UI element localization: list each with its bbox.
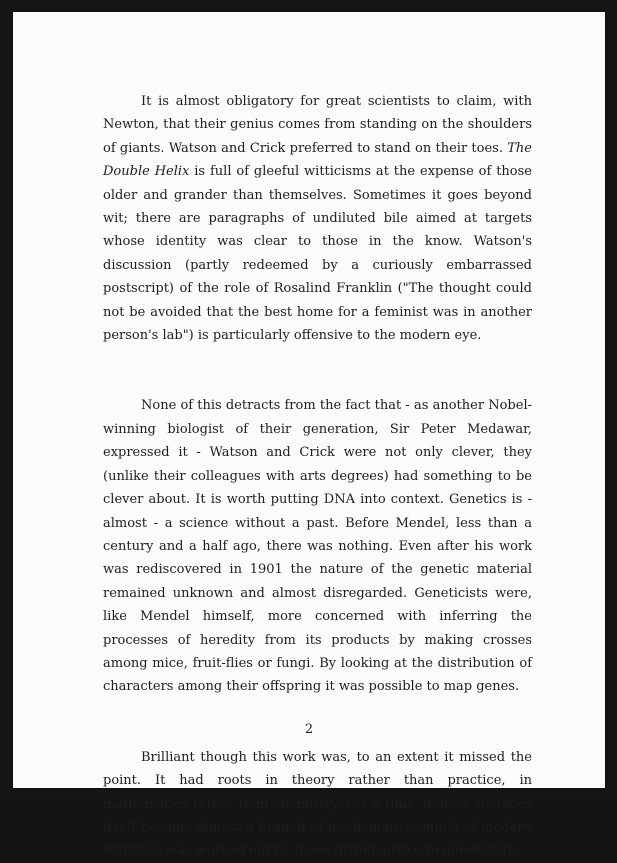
page-number: 2 [304,722,314,737]
paragraph-1 [103,90,532,347]
body-text [103,90,532,863]
paper-sheet [13,12,605,859]
paragraph-3: Brilliant though this work was, to an extent it missed the point. It had roots in theory rather than practice, in mathematics rather than chemistry. For a time, indeed, genetics itself became almost a branch of mathematics; much of modern statistics was worked out by those giving advice to geneticists. [103,749,532,859]
book-title: The Double Helix [103,140,532,180]
paragraph-2: None of this detracts from the fact that - as another Nobel-winning biologist of their generation, Sir Peter Medawar, expressed it - Watson and Crick were not only clever, they (unlike their colleagues with arts degrees) had something to be clever about. It is worth putting DNA into context. Genetics is - almost - a science without a past. Before Mendel, less than a century and a half ago, there was nothing. Even after his work was rediscovered in 1901 the nature of the genetic material remained unknown and almost disregarded. Geneticists were, like Mendel himself, more concerned with inferring the processes of heredity from its products by making crosses among mice, fruit-flies or fungi. By looking at the distribution of characters among their offspring it was possible to map genes. [103,398,532,695]
paragraph-1-start: It is almost obligatory for great scientists to claim, with Newton, that their genius comes from standing on the shoulders of giants. Watson and Crick preferred to stand on their toes. [103,94,532,156]
paragraph-1-end: is full of gleeful witticisms at the expense of those older and grander than themselves. Sometimes it goes beyond wit; there are paragraphs of undiluted bile aimed at targets whose identity was clear to those in the know. Watson's discussion (partly redeemed by a curiously embarrassed postscript) of the role of Rosalind Franklin ("The thought could not be avoided that the best home for a feminist was in another person's lab") is particularly offensive to the modern eye. [103,164,532,344]
